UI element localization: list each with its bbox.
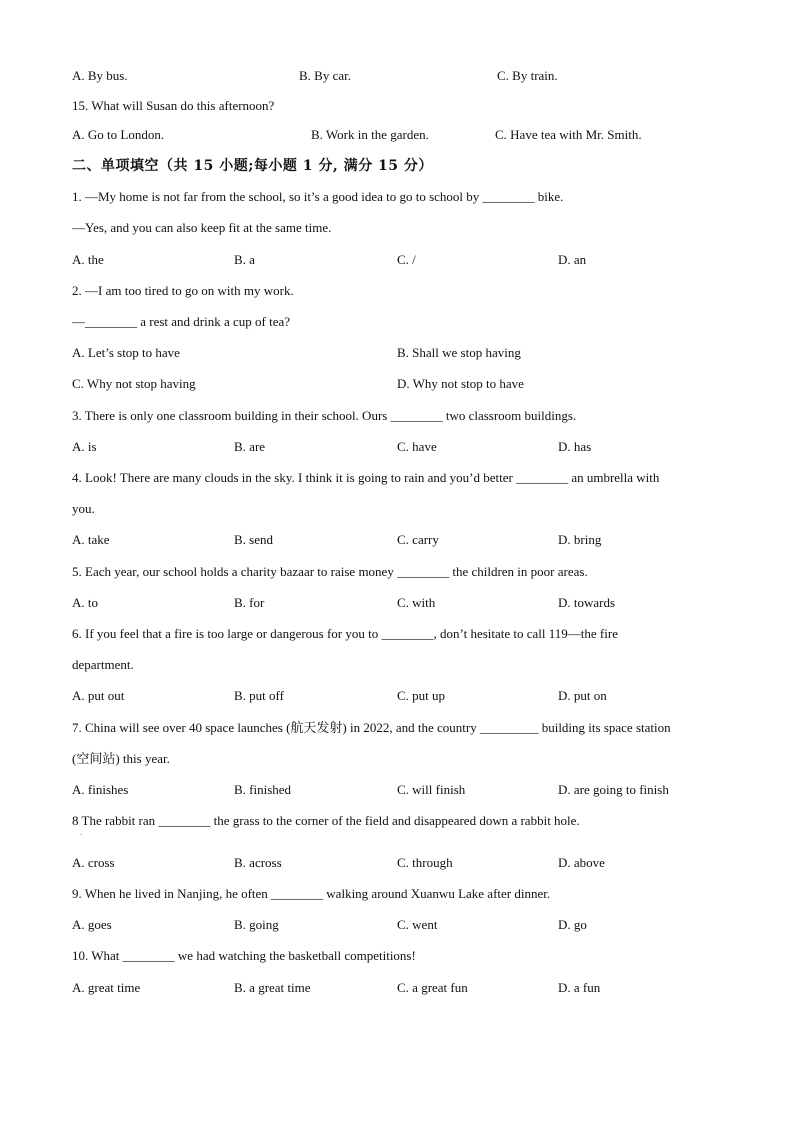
- option-a: A. By bus.: [72, 68, 128, 83]
- option-a: A. goes: [72, 917, 112, 932]
- option-b: B. send: [234, 532, 273, 547]
- question-5-stem: 5. Each year, our school holds a charity bazaar to raise money ________ the children in poor areas.: [72, 564, 588, 579]
- option-b: B. Shall we stop having: [397, 345, 521, 360]
- question-6-stem: 6. If you feel that a fire is too large or dangerous for you to ________, don’t hesitate to call 119—the fire: [72, 626, 618, 641]
- option-d: D. has: [558, 439, 592, 454]
- option-b: B. across: [234, 855, 282, 870]
- option-c: C. through: [397, 855, 453, 870]
- option-a: A. great time: [72, 980, 141, 995]
- option-a: A. Go to London.: [72, 127, 165, 142]
- option-a: A. finishes: [72, 782, 129, 797]
- option-d: D. an: [558, 252, 587, 267]
- stray-dot-mark: ·: [80, 831, 83, 839]
- option-c: C. Have tea with Mr. Smith.: [495, 127, 642, 142]
- option-d: D. Why not stop to have: [397, 376, 524, 391]
- option-b: B. a: [234, 252, 255, 267]
- option-b: B. finished: [234, 782, 292, 797]
- option-d: D. a fun: [558, 980, 601, 995]
- option-b: B. going: [234, 917, 279, 932]
- option-d: D. are going to finish: [558, 782, 669, 797]
- option-a: A. take: [72, 532, 110, 547]
- option-c: C. Why not stop having: [72, 376, 196, 391]
- option-b: B. are: [234, 439, 266, 454]
- option-c: C. By train.: [497, 68, 558, 83]
- option-d: D. above: [558, 855, 605, 870]
- option-d: D. go: [558, 917, 587, 932]
- question-8-stem: 8 The rabbit ran ________ the grass to the corner of the field and disappeared down a rabbit hole.: [72, 813, 580, 828]
- question-1-stem-2: —Yes, and you can also keep fit at the same time.: [72, 220, 332, 235]
- question-7-stem: 7. China will see over 40 space launches (航天发射) in 2022, and the country _________ building its space station: [72, 720, 671, 735]
- option-b: B. for: [234, 595, 265, 610]
- question-1-stem: 1. —My home is not far from the school, so it’s a good idea to go to school by ________ bike.: [72, 189, 564, 204]
- question-4-stem: 4. Look! There are many clouds in the sky. I think it is going to rain and you’d better ________ an umbrella with: [72, 470, 660, 485]
- option-c: C. will finish: [397, 782, 466, 797]
- option-c: C. went: [397, 917, 438, 932]
- question-7-stem-2: (空间站) this year.: [72, 751, 170, 766]
- option-a: A. Let’s stop to have: [72, 345, 180, 360]
- option-d: D. towards: [558, 595, 616, 610]
- option-b: B. Work in the garden.: [311, 127, 429, 142]
- question-6-stem-2: department.: [72, 657, 134, 672]
- section-heading: 二、单项填空（共 15 小题;每小题 1 分, 满分 15 分）: [72, 158, 433, 174]
- option-a: A. the: [72, 252, 104, 267]
- option-c: C. have: [397, 439, 437, 454]
- question-4-stem-2: you.: [72, 501, 95, 516]
- option-c: C. with: [397, 595, 436, 610]
- question-10-stem: 10. What ________ we had watching the basketball competitions!: [72, 948, 416, 963]
- q15-stem: 15. What will Susan do this afternoon?: [72, 98, 275, 113]
- option-c: C. a great fun: [397, 980, 468, 995]
- option-b: B. a great time: [234, 980, 311, 995]
- option-c: C. carry: [397, 532, 439, 547]
- option-a: A. to: [72, 595, 98, 610]
- question-2-stem-2: —________ a rest and drink a cup of tea?: [72, 314, 291, 329]
- option-b: B. By car.: [299, 68, 351, 83]
- question-9-stem: 9. When he lived in Nanjing, he often ________ walking around Xuanwu Lake after dinner.: [72, 886, 551, 901]
- option-d: D. put on: [558, 688, 607, 703]
- option-d: D. bring: [558, 532, 602, 547]
- option-a: A. cross: [72, 855, 115, 870]
- option-b: B. put off: [234, 688, 284, 703]
- question-3-stem: 3. There is only one classroom building in their school. Ours ________ two classroom buildings.: [72, 408, 577, 423]
- option-c: C. put up: [397, 688, 446, 703]
- option-a: A. is: [72, 439, 97, 454]
- option-c: C. /: [397, 252, 416, 267]
- question-2-stem: 2. —I am too tired to go on with my work.: [72, 283, 294, 298]
- option-a: A. put out: [72, 688, 125, 703]
